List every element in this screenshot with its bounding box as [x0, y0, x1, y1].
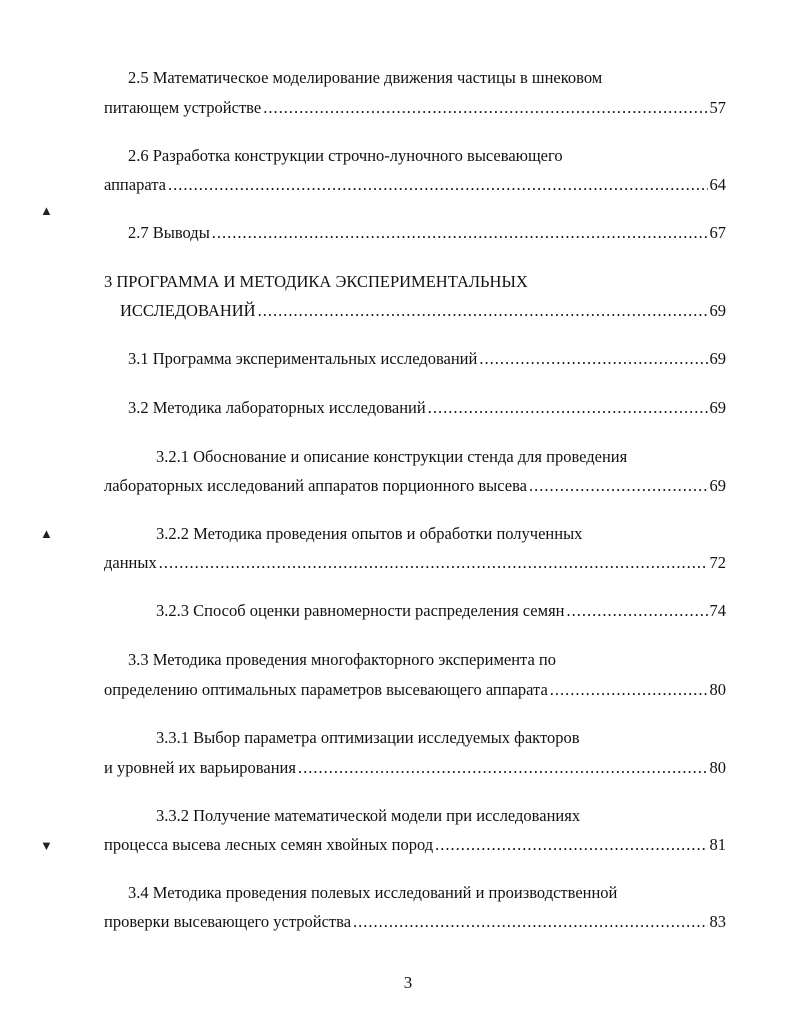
toc-entry-3-2-1-page: 69: [709, 476, 726, 495]
dot-leader: [212, 223, 708, 243]
toc-entry-3-3-2-title: 3.3.2 Получение математической модели при исследованиях: [156, 806, 581, 825]
dot-leader: [298, 758, 708, 778]
toc-entry-3-4-row: [104, 912, 726, 932]
toc-entry-3-2-2-row: [104, 553, 726, 573]
toc-entry-3-3-continuation: определению оптимальных параметров высевающего аппарата: [104, 680, 548, 699]
toc-entry-3-2-1-continuation: лабораторных исследований аппаратов порционного высева: [104, 476, 528, 495]
dot-leader: [550, 680, 708, 700]
toc-entry-2-7-title: 2.7 Выводы: [128, 223, 210, 242]
toc-entry-3-2-page: 69: [709, 398, 726, 417]
toc-entry-2-6-row: [104, 175, 726, 195]
toc-entry-3-2-1-row: [104, 476, 726, 496]
toc-entry-3-3-1-title: 3.3.1 Выбор параметра оптимизации исследуемых факторов: [156, 728, 580, 747]
toc-entry-3-title: 3 ПРОГРАММА И МЕТОДИКА ЭКСПЕРИМЕНТАЛЬНЫХ: [104, 272, 528, 291]
toc-entry-3-2-1-title: 3.2.1 Обоснование и описание конструкции стенда для проведения: [156, 447, 628, 466]
toc-entry-3-2-title: 3.2 Методика лабораторных исследований: [128, 398, 426, 417]
toc-entry-2-7-row: [128, 223, 726, 243]
dot-leader: [168, 175, 708, 195]
toc-entry-2-5-row: [104, 98, 726, 118]
toc-entry-3-3-row: [104, 680, 726, 700]
dot-leader: [567, 601, 708, 621]
page-number: 3: [403, 973, 413, 992]
toc-entry-3-3-1-row: [104, 758, 726, 778]
toc-entry-3-2-2-title: 3.2.2 Методика проведения опытов и обработки полученных: [156, 524, 583, 543]
dot-leader: [479, 349, 707, 369]
scan-mark: ▼: [40, 838, 53, 853]
scan-mark: ▲: [40, 526, 53, 541]
toc-entry-3-page: 69: [709, 301, 726, 320]
toc-entry-3-3-page: 80: [709, 680, 726, 699]
toc-entry-3-3-title: 3.3 Методика проведения многофакторного эксперимента по: [128, 650, 556, 669]
toc-entry-3-2-2-continuation: данных: [104, 553, 157, 572]
toc-entry-3-3-2-continuation: процесса высева лесных семян хвойных пород: [104, 835, 434, 854]
toc-entry-3-2-2-page: 72: [709, 553, 726, 572]
toc-entry-3-2-3-row: [156, 601, 726, 621]
dot-leader: [263, 98, 707, 118]
toc-entry-3-2-row: [128, 398, 726, 418]
scan-mark: ▲: [40, 203, 53, 218]
toc-entry-2-7-page: 67: [709, 223, 726, 242]
dot-leader: [435, 835, 707, 855]
toc-entry-3-1-row: [128, 349, 726, 369]
dot-leader: [258, 301, 708, 321]
dot-leader: [428, 398, 708, 418]
toc-entry-3-row: [120, 301, 726, 321]
toc-entry-3-1-page: 69: [709, 349, 726, 368]
dot-leader: [353, 912, 707, 932]
toc-entry-3-4-page: 83: [709, 912, 726, 931]
toc-entry-3-1-title: 3.1 Программа экспериментальных исследований: [128, 349, 478, 368]
toc-entry-3-continuation: ИССЛЕДОВАНИЙ: [120, 301, 256, 320]
toc-entry-3-2-3-page: 74: [709, 601, 726, 620]
toc-entry-3-4-continuation: проверки высевающего устройства: [104, 912, 352, 931]
toc-entry-3-2-3-title: 3.2.3 Способ оценки равномерности распределения семян: [156, 601, 565, 620]
toc-entry-3-3-2-row: [104, 835, 726, 855]
toc-entry-3-3-2-page: 81: [709, 835, 726, 854]
dot-leader: [159, 553, 708, 573]
dot-leader: [529, 476, 707, 496]
toc-entry-2-5-title: 2.5 Математическое моделирование движения частицы в шнековом: [128, 68, 603, 87]
toc-entry-2-5-page: 57: [709, 98, 726, 117]
toc-entry-3-3-1-continuation: и уровней их варьирования: [104, 758, 296, 777]
toc-entry-3-3-1-page: 80: [709, 758, 726, 777]
toc-entry-2-6-page: 64: [709, 175, 726, 194]
toc-entry-2-6-continuation: аппарата: [104, 175, 166, 194]
toc-entry-2-5-continuation: питающем устройстве: [104, 98, 262, 117]
toc-entry-2-6-title: 2.6 Разработка конструкции строчно-луночного высевающего: [128, 146, 563, 165]
toc-entry-3-4-title: 3.4 Методика проведения полевых исследований и производственной: [128, 883, 618, 902]
